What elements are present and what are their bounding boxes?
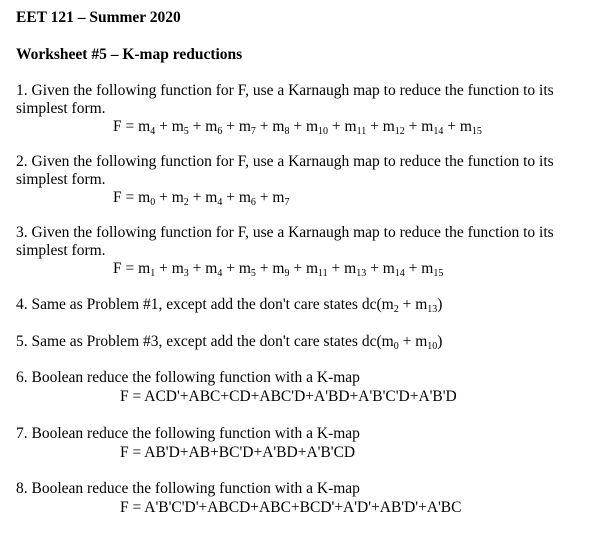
minterm xyxy=(239,118,256,135)
formula-lhs: F = xyxy=(113,189,139,206)
problem-number: 2. xyxy=(16,153,28,170)
minterm xyxy=(460,118,482,135)
plus-operator: + xyxy=(155,189,172,206)
minterm-symbol: m xyxy=(382,118,395,135)
problem-number: 7. xyxy=(16,425,28,442)
problem-text: Same as Problem #1, except add the don't care states dc(m xyxy=(31,296,394,313)
minterm-symbol: m xyxy=(138,189,151,206)
problem-7-prompt xyxy=(16,425,596,443)
problem-text: Boolean reduce the following function with a K-map xyxy=(31,425,360,442)
plus-operator: + xyxy=(222,260,239,277)
minterm-symbol: m xyxy=(205,118,218,135)
plus-operator: + xyxy=(327,260,345,277)
minterm-symbol: m xyxy=(344,260,357,277)
minterm-symbol: m xyxy=(205,260,218,277)
problem-number: 4. xyxy=(16,296,28,313)
minterm xyxy=(306,260,328,277)
problem-3-prompt xyxy=(16,224,596,242)
minterm-symbol: m xyxy=(138,260,151,277)
problem-text: Boolean reduce the following function with a K-map xyxy=(31,480,360,497)
plus-operator: + xyxy=(255,189,273,206)
problem-2-prompt xyxy=(16,153,596,171)
problem-text: Boolean reduce the following function with a K-map xyxy=(31,369,360,386)
minterm-index: 7 xyxy=(284,197,290,208)
minterm xyxy=(272,118,289,135)
problem-4 xyxy=(16,296,596,314)
problem-number: 8. xyxy=(16,480,28,497)
minterm-index: 14 xyxy=(394,268,405,279)
problem-text: ) xyxy=(437,296,443,313)
formula-lhs: F = xyxy=(113,118,139,135)
problem-8-prompt xyxy=(16,480,596,498)
plus-operator: + xyxy=(443,118,460,135)
problem-3-formula xyxy=(16,260,596,278)
problem-7 xyxy=(16,425,596,462)
plus-operator: + xyxy=(188,260,206,277)
minterm-index: 7 xyxy=(250,126,256,137)
minterm-symbol: m xyxy=(238,118,251,135)
plus-operator: + xyxy=(155,260,172,277)
minterm xyxy=(205,260,222,277)
problem-2-formula xyxy=(16,189,596,207)
minterm xyxy=(239,260,256,277)
minterm xyxy=(172,260,189,277)
problem-7-formula: F = AB'D+AB+BC'D+A'BD+A'B'CD xyxy=(120,444,356,461)
minterm xyxy=(272,260,289,277)
minterm-index: 15 xyxy=(471,126,482,137)
minterm-index: 5 xyxy=(250,268,256,279)
minterm-symbol: m xyxy=(171,118,184,135)
problem-text: Given the following function for F, use a Karnaugh map to reduce the function to its xyxy=(31,82,554,99)
problem-number: 5. xyxy=(16,333,28,350)
minterm-symbol: m xyxy=(305,260,318,277)
minterm-index: 12 xyxy=(394,126,405,137)
minterm xyxy=(138,189,155,206)
plus-operator: + xyxy=(255,260,273,277)
minterm-symbol: m xyxy=(171,189,184,206)
dc-subscript: 10 xyxy=(427,341,438,352)
minterm xyxy=(421,260,443,277)
minterm-symbol: m xyxy=(272,260,285,277)
minterm-symbol: m xyxy=(138,118,151,135)
minterm xyxy=(172,118,189,135)
minterm xyxy=(272,189,289,206)
problem-1 xyxy=(16,82,596,136)
problem-8 xyxy=(16,480,596,517)
minterm-index: 10 xyxy=(318,126,328,137)
problem-text: + m xyxy=(398,296,428,313)
minterm-symbol: m xyxy=(272,118,285,135)
minterm xyxy=(138,118,155,135)
problem-1-prompt xyxy=(16,82,596,100)
minterm-symbol: m xyxy=(382,260,395,277)
problem-text: + m xyxy=(398,333,428,350)
problem-2-prompt-cont: simplest form. xyxy=(16,171,106,188)
plus-operator: + xyxy=(366,118,383,135)
minterm-symbol: m xyxy=(205,189,218,206)
plus-operator: + xyxy=(188,189,206,206)
minterm xyxy=(172,189,189,206)
minterm xyxy=(205,118,222,135)
problem-1-formula xyxy=(16,118,596,136)
minterm xyxy=(383,118,405,135)
minterm-index: 0 xyxy=(150,197,156,208)
minterm xyxy=(344,260,366,277)
minterm-index: 5 xyxy=(183,126,189,137)
minterm-index: 8 xyxy=(284,126,290,137)
course-title: EET 121 – Summer 2020 xyxy=(16,9,181,26)
minterm-symbol: m xyxy=(421,260,434,277)
dc-subscript: 2 xyxy=(393,304,399,315)
minterm-symbol: m xyxy=(459,118,472,135)
problem-number: 6. xyxy=(16,369,28,386)
problem-2 xyxy=(16,153,596,207)
minterm-index: 9 xyxy=(284,268,290,279)
minterm xyxy=(383,260,405,277)
minterm-index: 4 xyxy=(217,268,223,279)
problem-6-prompt xyxy=(16,369,596,387)
minterm-index: 13 xyxy=(356,268,367,279)
problem-text: Given the following function for F, use a Karnaugh map to reduce the function to its xyxy=(31,224,554,241)
plus-operator: + xyxy=(366,260,383,277)
plus-operator: + xyxy=(404,118,422,135)
problem-3-prompt-cont: simplest form. xyxy=(16,242,106,259)
problem-1-prompt-cont: simplest form. xyxy=(16,100,106,117)
plus-operator: + xyxy=(328,118,345,135)
minterm-index: 6 xyxy=(217,126,223,137)
problem-3 xyxy=(16,224,596,278)
minterm xyxy=(421,118,443,135)
worksheet-title: Worksheet #5 – K-map reductions xyxy=(16,46,243,63)
minterm-symbol: m xyxy=(344,118,357,135)
problem-text: ) xyxy=(437,333,443,350)
minterm-symbol: m xyxy=(238,260,251,277)
minterm xyxy=(306,118,328,135)
problem-5 xyxy=(16,333,596,351)
minterm xyxy=(345,118,367,135)
problem-8-formula: F = A'B'C'D'+ABCD+ABC+BCD'+A'D'+AB'D'+A'BC xyxy=(120,499,462,516)
minterm-index: 15 xyxy=(433,268,444,279)
formula-lhs: F = xyxy=(113,260,139,277)
plus-operator: + xyxy=(222,189,239,206)
problem-6-formula: F = ACD'+ABC+CD+ABC'D+A'BD+A'B'C'D+A'B'D xyxy=(120,388,457,405)
problem-number: 1. xyxy=(16,82,28,99)
minterm-index: 14 xyxy=(433,126,444,137)
minterm-index: 1 xyxy=(150,268,156,279)
minterm-symbol: m xyxy=(171,260,184,277)
dc-subscript: 0 xyxy=(393,341,399,352)
minterm-index: 6 xyxy=(250,197,256,208)
plus-operator: + xyxy=(289,260,306,277)
problem-4-prompt xyxy=(16,296,596,314)
plus-operator: + xyxy=(188,118,206,135)
minterm-index: 4 xyxy=(217,197,223,208)
minterm-symbol: m xyxy=(238,189,251,206)
problem-text: Given the following function for F, use a Karnaugh map to reduce the function to its xyxy=(31,153,554,170)
minterm-symbol: m xyxy=(305,118,318,135)
problem-text: Same as Problem #3, except add the don't care states dc(m xyxy=(31,333,394,350)
plus-operator: + xyxy=(255,118,273,135)
dc-subscript: 13 xyxy=(427,304,438,315)
minterm-symbol: m xyxy=(421,118,434,135)
minterm xyxy=(205,189,222,206)
minterm-symbol: m xyxy=(272,189,285,206)
plus-operator: + xyxy=(289,118,306,135)
plus-operator: + xyxy=(222,118,239,135)
minterm xyxy=(239,189,256,206)
minterm-index: 11 xyxy=(356,126,367,137)
minterm xyxy=(138,260,155,277)
minterm-index: 2 xyxy=(183,197,189,208)
problem-5-prompt xyxy=(16,333,596,351)
minterm-index: 3 xyxy=(183,268,189,279)
minterm-index: 11 xyxy=(318,268,328,279)
problem-number: 3. xyxy=(16,224,28,241)
plus-operator: + xyxy=(155,118,172,135)
worksheet-page xyxy=(16,8,596,517)
minterm-index: 4 xyxy=(150,126,156,137)
plus-operator: + xyxy=(404,260,422,277)
problem-6 xyxy=(16,369,596,406)
